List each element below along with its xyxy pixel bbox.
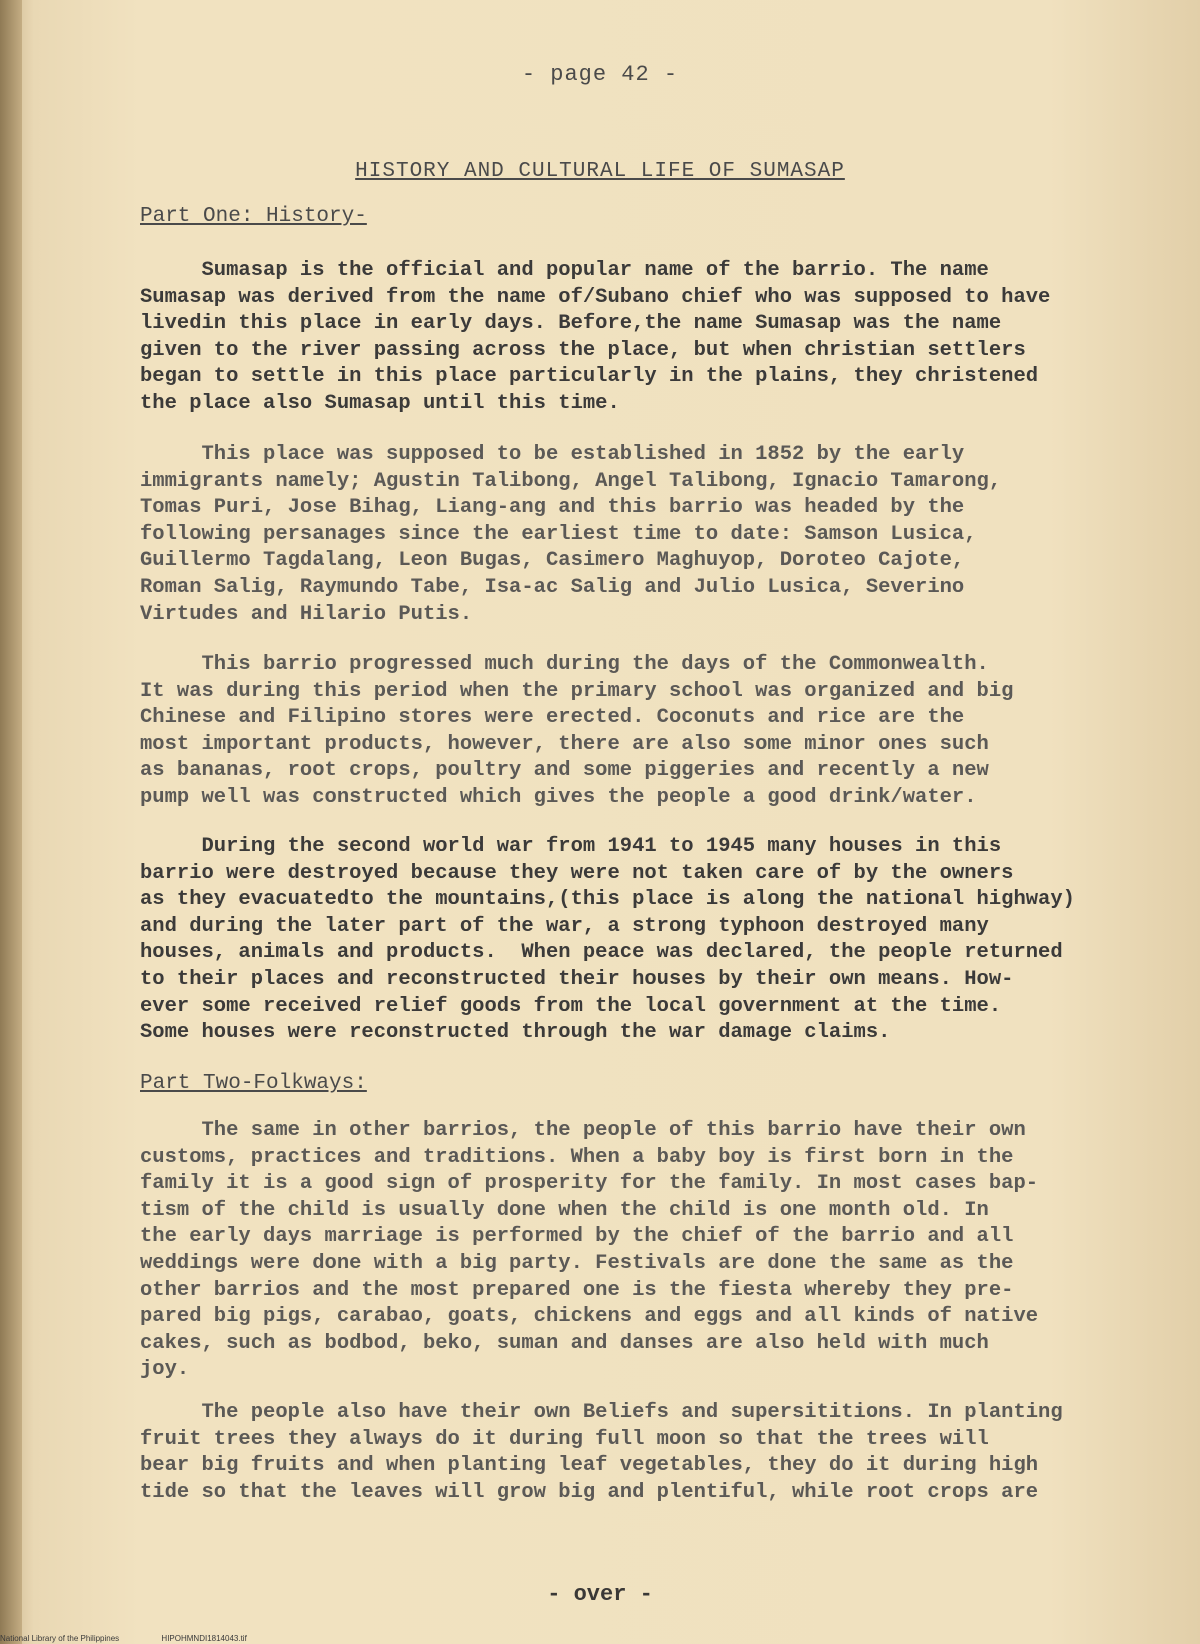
section-heading-history: Part One: History-	[140, 205, 367, 228]
text-line: Virtudes and Hilario Putis.	[140, 602, 473, 626]
text-line: Chinese and Filipino stores were erected. Coconuts and rice are the	[140, 706, 965, 730]
text-line: tide so that the leaves will grow big and plentiful, while root crops are	[140, 1480, 1039, 1504]
text-line: other barrios and the most prepared one is the fiesta whereby they pre-	[140, 1278, 1014, 1302]
text-line: The people also have their own Beliefs and supersititions. In planting	[140, 1401, 1063, 1424]
scan-footer	[0, 1634, 1200, 1643]
text-line: to their places and reconstructed their houses by their own means. How-	[140, 967, 1014, 991]
text-line: barrio were destroyed because they were not taken care of by the owners	[140, 861, 1014, 885]
text-line: following persanages since the earliest time to date: Samson Lusica,	[140, 522, 977, 546]
file-id: HIPOHMNDI1814043.tif	[161, 1634, 247, 1643]
text-line: the early days marriage is performed by the chief of the barrio and all	[140, 1225, 1014, 1249]
section-heading-folkways: Part Two-Folkways:	[140, 1072, 367, 1095]
text-line: The same in other barrios, the people of this barrio have their own	[140, 1119, 1026, 1142]
library-name: National Library of the Philippines	[0, 1634, 120, 1643]
text-line: as bananas, root crops, poultry and some piggeries and recently a new	[140, 759, 989, 783]
text-line: pared big pigs, carabao, goats, chickens and eggs and all kinds of native	[140, 1305, 1039, 1329]
text-line: the place also Sumasap until this time.	[140, 391, 620, 415]
text-line: bear big fruits and when planting leaf vegetables, they do it during high	[140, 1454, 1039, 1478]
page-binding-edge	[0, 0, 22, 1644]
text-line: livedin this place in early days. Before,the name Sumasap was the name	[140, 312, 1002, 336]
text-line: family it is a good sign of prosperity for the family. In most cases bap-	[140, 1172, 1039, 1196]
page-number: - page 42 -	[521, 62, 679, 87]
text-line: cakes, such as bodbod, beko, suman and danses are also held with much	[140, 1331, 989, 1355]
text-line: customs, practices and traditions. When a baby boy is first born in the	[140, 1145, 1014, 1169]
text-line: Sumasap is the official and popular name of the barrio. The name	[140, 259, 989, 282]
paragraph-establishment	[140, 442, 1140, 628]
text-line: fruit trees they always do it during full moon so that the trees will	[140, 1427, 989, 1451]
text-line: This place was supposed to be established in 1852 by the early	[140, 443, 965, 466]
continuation-marker: - over -	[547, 1582, 653, 1607]
text-line: During the second world war from 1941 to 1945 many houses in this	[140, 835, 1002, 858]
text-line: Roman Salig, Raymundo Tabe, Isa-ac Salig and Julio Lusica, Severino	[140, 575, 965, 599]
text-line: ever some received relief goods from the local government at the time.	[140, 994, 1002, 1018]
document-title: HISTORY AND CULTURAL LIFE OF SUMASAP	[355, 160, 845, 183]
text-line: Sumasap was derived from the name of/Subano chief who was supposed to have	[140, 285, 1051, 309]
text-line: most important products, however, there are also some minor ones such	[140, 732, 989, 756]
text-line: began to settle in this place particularly in the plains, they christened	[140, 365, 1039, 389]
text-line: as they evacuatedto the mountains,(this place is along the national highway)	[140, 888, 1075, 912]
text-line: immigrants namely; Agustin Talibong, Angel Talibong, Ignacio Tamarong,	[140, 469, 1002, 493]
text-line: Some houses were reconstructed through the war damage claims.	[140, 1021, 891, 1045]
paragraph-customs	[140, 1118, 1140, 1384]
text-line: joy.	[140, 1358, 190, 1382]
text-line: pump well was constructed which gives the people a good drink/water.	[140, 785, 977, 809]
text-line: Tomas Puri, Jose Bihag, Liang-ang and this barrio was headed by the	[140, 496, 965, 520]
paragraph-name-origin	[140, 258, 1140, 418]
text-line: weddings were done with a big party. Festivals are done the same as the	[140, 1251, 1014, 1275]
text-line: given to the river passing across the place, but when christian settlers	[140, 338, 1026, 362]
text-line: and during the later part of the war, a strong typhoon destroyed many	[140, 914, 989, 938]
paragraph-war	[140, 834, 1140, 1047]
text-line: tism of the child is usually done when the child is one month old. In	[140, 1198, 989, 1222]
paragraph-beliefs	[140, 1400, 1140, 1506]
paragraph-commonwealth	[140, 652, 1140, 812]
text-line: Guillermo Tagdalang, Leon Bugas, Casimero Maghuyop, Doroteo Cajote,	[140, 549, 965, 573]
text-line: It was during this period when the primary school was organized and big	[140, 679, 1014, 703]
text-line: This barrio progressed much during the days of the Commonwealth.	[140, 653, 989, 676]
text-line: houses, animals and products. When peace was declared, the people returned	[140, 941, 1063, 965]
